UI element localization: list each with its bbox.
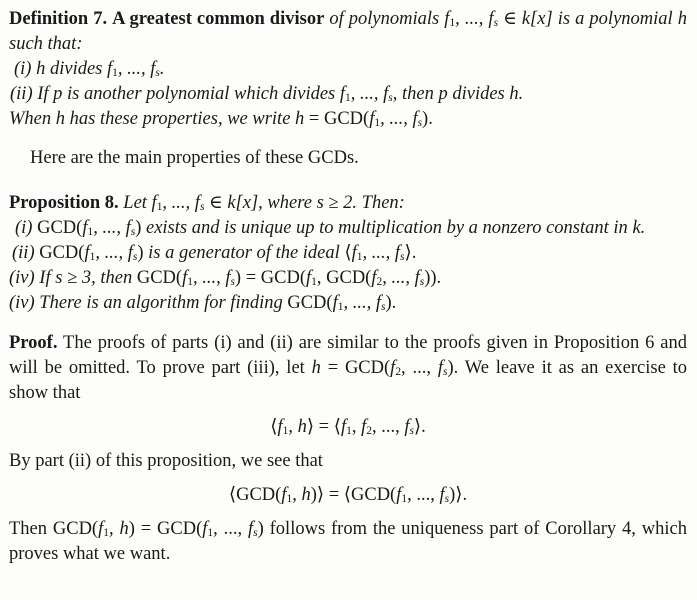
text-run: f (306, 268, 312, 288)
text-run: f (369, 109, 375, 129)
text-run: f (394, 243, 401, 263)
text-run: ). (385, 293, 397, 313)
text-run: (ii) If (10, 84, 54, 104)
text-run: ∈ k[x] is a polynomial (498, 9, 678, 29)
text-run: ) follows from the uniqueness part of Corollary 4, which proves what we want. (9, 519, 688, 564)
text-run: GCD( (39, 243, 85, 263)
text-run: ⟩. (404, 243, 417, 263)
math-subscript: s (388, 92, 393, 105)
text-run: f (182, 268, 188, 288)
math-subscript: 1 (311, 276, 317, 289)
text-run: ≥ 2. Then: (323, 193, 405, 213)
math-subscript: 1 (345, 92, 351, 105)
math-subscript: s (253, 527, 258, 540)
text-run: ) = GCD( (128, 519, 203, 539)
math-subscript: 2 (395, 366, 402, 379)
equation-2 (9, 483, 687, 508)
text-run: By part (ii) of this proposition, we see that (9, 451, 323, 471)
math-subscript: 1 (87, 226, 94, 239)
text-run: h (295, 109, 305, 129)
text-run: has these properties, we write (65, 109, 296, 129)
math-subscript: s (132, 251, 138, 264)
text-run: ⟨ (270, 417, 278, 437)
text-run: , (292, 485, 302, 505)
text-run: Let (118, 193, 152, 213)
text-run: , ..., (93, 218, 126, 238)
math-subscript: 1 (356, 251, 363, 264)
text-run: f (225, 268, 231, 288)
math-subscript: 1 (449, 17, 456, 30)
text-run: f (444, 9, 450, 29)
text-run: = GCD( (304, 109, 370, 129)
definition-item-ii (9, 82, 687, 107)
text-run: = GCD( (320, 358, 391, 378)
text-run: Definition 7. (9, 9, 108, 29)
text-run: ⟩. (413, 417, 426, 437)
text-run: h (677, 9, 687, 29)
math-subscript: s (419, 276, 425, 289)
text-run: ) (135, 218, 146, 238)
text-run: GCD( (287, 293, 333, 313)
text-run: f (125, 218, 131, 238)
proposition-item-i (9, 216, 687, 241)
text-run: ⟨GCD( (228, 485, 282, 505)
math-subscript: 1 (112, 67, 118, 80)
text-run: , ..., (401, 358, 438, 378)
text-run: f (107, 59, 113, 79)
text-run: , ..., (343, 293, 376, 313)
text-run: , then (392, 84, 439, 104)
text-run: such that: (9, 34, 83, 54)
interlude-paragraph: Here are the main properties of these GCDs. (30, 148, 359, 168)
text-run: . (640, 218, 646, 238)
text-run: Proof. (9, 333, 58, 353)
text-run: f (412, 109, 418, 129)
text-run: f (127, 243, 133, 263)
text-run: , ..., (371, 417, 405, 437)
text-run: . (159, 59, 165, 79)
text-run: f (281, 485, 287, 505)
text-run: f (248, 519, 254, 539)
text-run: f (437, 358, 443, 378)
math-subscript: s (230, 276, 235, 289)
text-run: f (404, 417, 410, 437)
text-run: Proposition 8. (9, 193, 119, 213)
text-run: (iv) If (9, 268, 56, 288)
text-run: Then GCD( (9, 519, 99, 539)
text-run: , ..., (455, 9, 489, 29)
text-run: f (151, 193, 157, 213)
text-run: (i) (14, 59, 37, 79)
text-run: f (194, 193, 200, 213)
text-run: GCD( (37, 218, 83, 238)
text-run: , ..., (350, 84, 384, 104)
text-run: , (288, 417, 298, 437)
text-run: )⟩. (449, 485, 468, 505)
text-run: )⟩ = ⟨GCD( (310, 485, 397, 505)
proof-paragraph-2 (9, 449, 687, 474)
math-subscript: 2 (366, 425, 372, 438)
text-run: s (55, 268, 63, 288)
proposition-item-iv-a (9, 266, 687, 291)
text-run: The proofs of parts (i) and (ii) are similar to the proofs given in Proposition 6 and will be omitted. To prove part (iii), let (9, 333, 687, 378)
text-run: f (202, 519, 208, 539)
text-run: , ..., (380, 109, 413, 129)
text-run: is another polynomial which divides (62, 84, 340, 104)
text-run: k (632, 218, 641, 238)
text-run: f (351, 243, 357, 263)
math-subscript: 1 (346, 425, 352, 438)
definition-item-i (9, 57, 687, 82)
text-run: ) (137, 243, 149, 263)
text-run: f (390, 358, 396, 378)
proposition-item-iv-b (9, 291, 687, 316)
text-run: f (340, 417, 347, 437)
text-run: p (438, 84, 448, 104)
text-run: , (351, 417, 362, 437)
math-subscript: 1 (337, 301, 344, 314)
proof-paragraph-3 (9, 517, 687, 567)
text-run: When (9, 109, 56, 129)
text-run: is a generator of the ideal (148, 243, 345, 263)
math-subscript: s (380, 301, 386, 314)
text-run: f (339, 84, 346, 104)
text-run: (ii) (12, 243, 40, 263)
math-subscript: 1 (103, 527, 109, 540)
text-run: (i) (15, 218, 38, 238)
text-run: f (82, 218, 88, 238)
math-subscript: 1 (286, 493, 293, 506)
text-run: )). (424, 268, 442, 288)
text-run: ⟨ (344, 243, 352, 263)
text-run: s (316, 193, 324, 213)
text-run: ). (422, 109, 433, 129)
math-subscript: s (155, 67, 160, 80)
text-run: h (297, 417, 307, 437)
math-subscript: s (400, 251, 405, 264)
text-run: f (383, 84, 389, 104)
text-run: h (36, 59, 46, 79)
text-run: ⟩ = ⟨ (306, 417, 341, 437)
text-run: f (277, 417, 283, 437)
text-run: ∈ k[x], where (204, 193, 317, 213)
text-run: divides (447, 84, 510, 104)
text-run: h (301, 485, 311, 505)
text-run: (iv) There is an algorithm for finding (9, 293, 288, 313)
text-run: , ..., (117, 59, 151, 79)
math-subscript: s (409, 425, 414, 438)
math-subscript: s (442, 366, 448, 379)
text-run: , ..., (362, 243, 395, 263)
proof-paragraph-1 (9, 331, 687, 406)
text-run: ) = GCD( (234, 268, 306, 288)
text-run: h (119, 519, 129, 539)
proposition-item-ii (9, 241, 687, 266)
text-run: f (396, 485, 402, 505)
math-subscript: 2 (376, 276, 383, 289)
math-subscript: s (417, 117, 423, 130)
math-subscript: s (130, 226, 136, 239)
math-subscript: 1 (156, 201, 163, 214)
proposition-8-heading-paragraph (9, 191, 687, 216)
text-run: h (55, 109, 65, 129)
text-run: f (332, 293, 338, 313)
math-subscript: 1 (89, 251, 96, 264)
text-run: divides (45, 59, 107, 79)
math-subscript: s (493, 17, 499, 30)
text-run: h (311, 358, 321, 378)
text-run: , (108, 519, 120, 539)
text-run: ≥ 3, then (62, 268, 137, 288)
text-run: f (361, 417, 367, 437)
text-run: . (518, 84, 524, 104)
text-run: p (53, 84, 63, 104)
equation-1 (9, 415, 687, 440)
math-subscript: 1 (401, 493, 408, 506)
text-run: , ..., (213, 519, 249, 539)
text-run: GCD( (136, 268, 183, 288)
text-run: h (509, 84, 519, 104)
text-run: , GCD( (316, 268, 372, 288)
text-run: f (414, 268, 420, 288)
definition-outro-paragraph (9, 107, 687, 132)
math-subscript: 1 (187, 276, 193, 289)
text-run: of polynomials (324, 9, 445, 29)
math-subscript: s (199, 201, 205, 214)
text-run: , ..., (95, 243, 128, 263)
text-run: , ..., (192, 268, 226, 288)
math-subscript: 1 (207, 527, 214, 540)
text-run: , ..., (382, 268, 415, 288)
text-run: , ..., (162, 193, 195, 213)
text-run: f (84, 243, 90, 263)
text-run: f (371, 268, 377, 288)
text-run: exists and is unique up to multiplication by a nonzero constant in (145, 218, 633, 238)
math-subscript: 1 (282, 425, 289, 438)
text-run: f (150, 59, 156, 79)
text-run: f (439, 485, 445, 505)
text-run: f (488, 9, 494, 29)
text-run: , ..., (407, 485, 440, 505)
text-run: f (98, 519, 104, 539)
math-subscript: s (444, 493, 450, 506)
text-run: ). We leave it as an exercise to show that (9, 358, 687, 403)
text-run: A greatest common divisor (112, 9, 325, 29)
definition-7-intro-paragraph (9, 7, 687, 57)
text-run: f (375, 293, 381, 313)
math-subscript: 1 (374, 117, 381, 130)
